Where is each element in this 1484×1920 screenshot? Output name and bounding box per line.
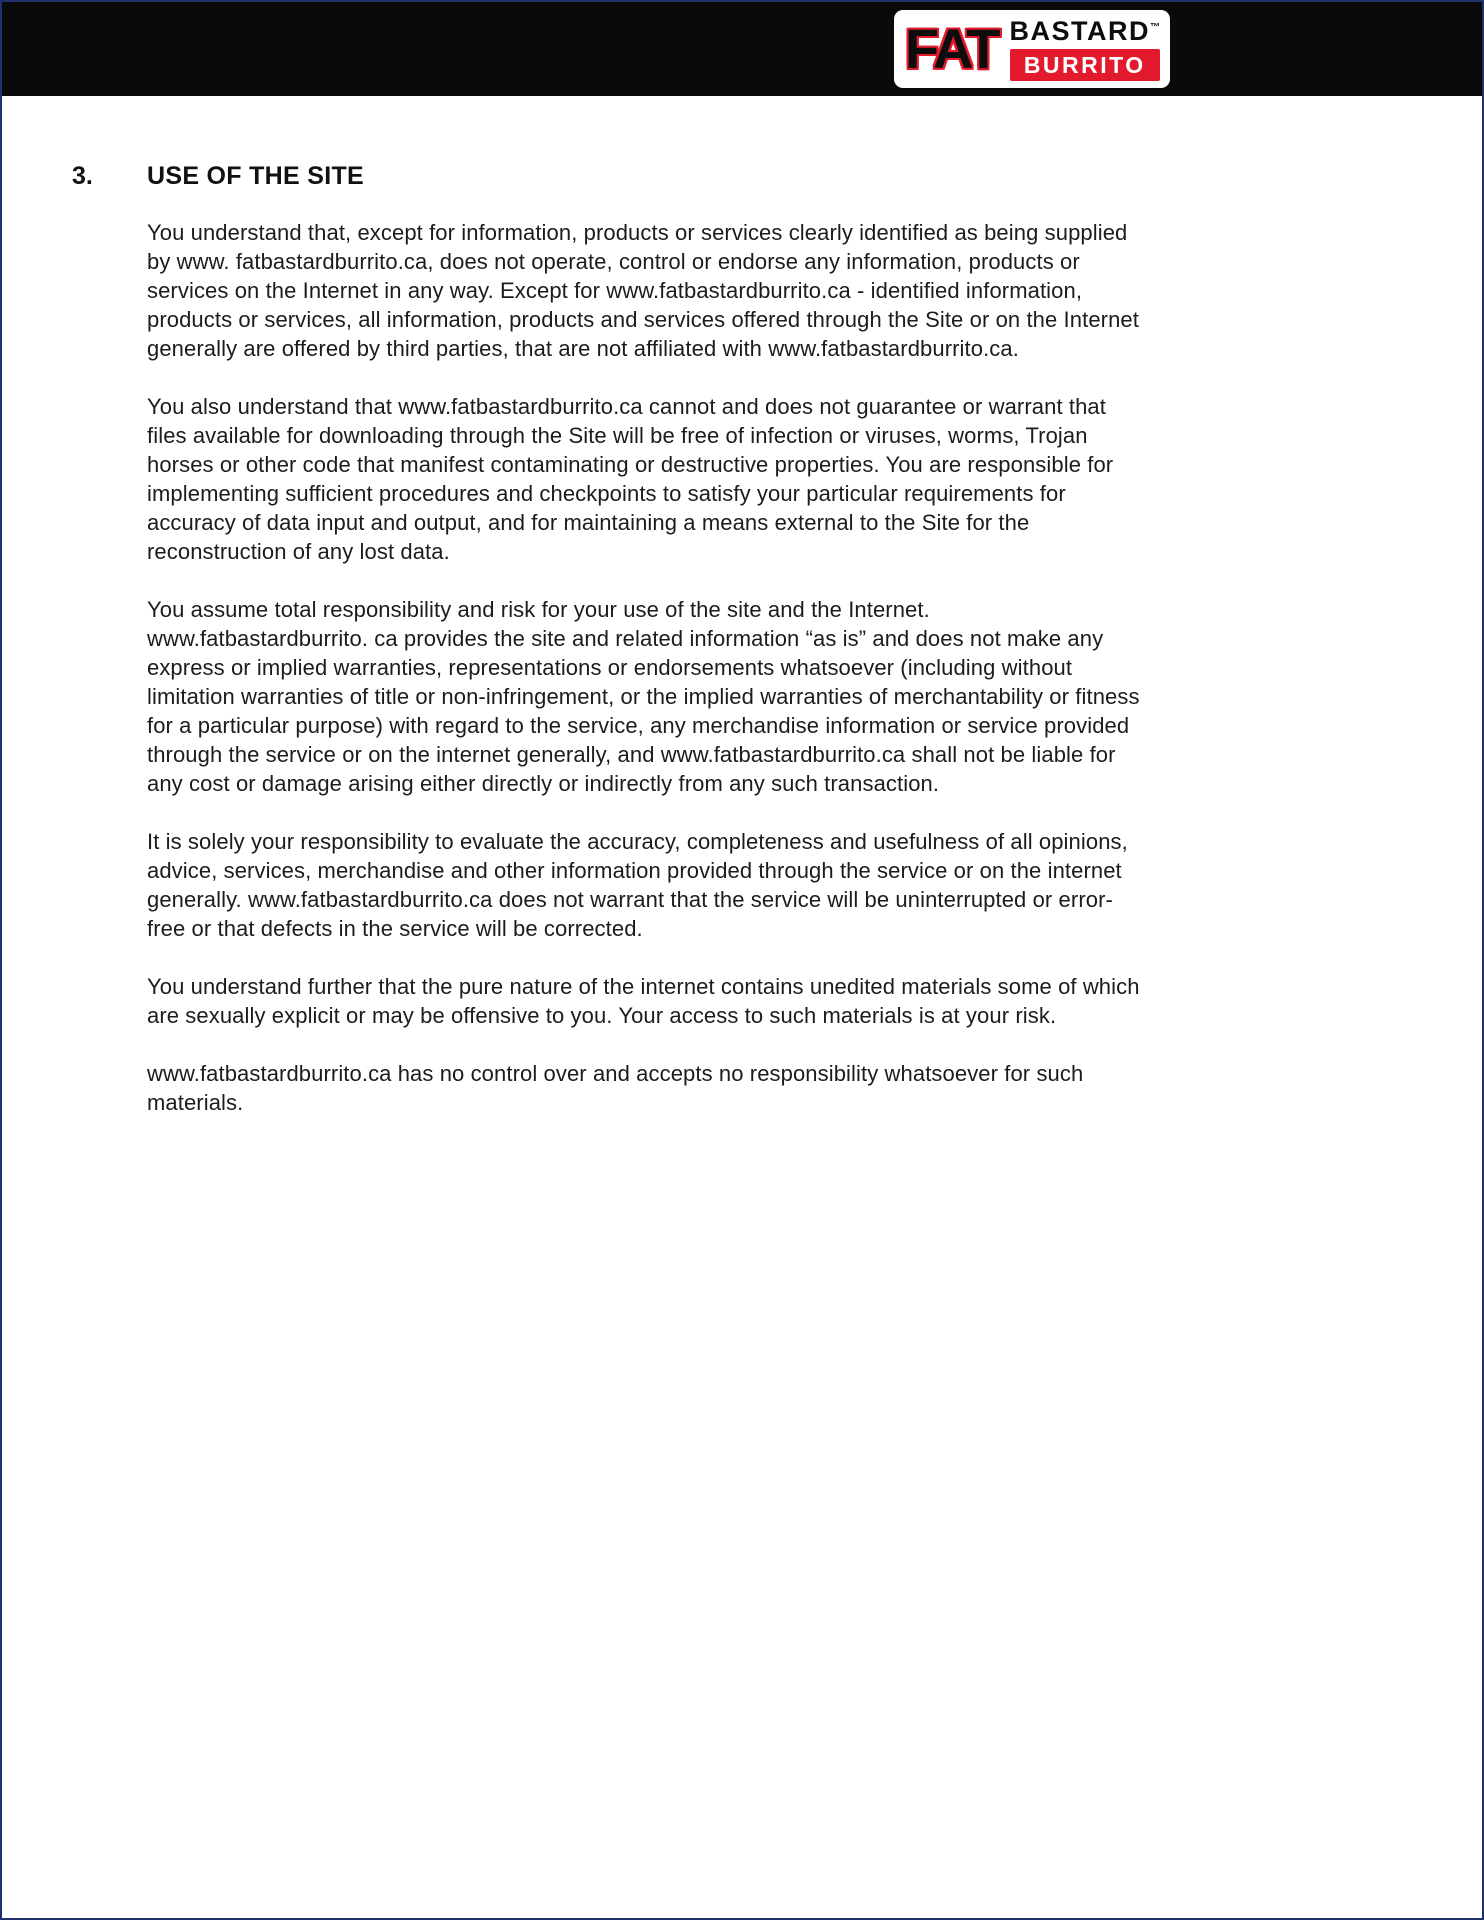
logo-word-fat: FAT	[904, 17, 998, 80]
section-number: 3.	[72, 162, 93, 190]
fat-bastard-burrito-logo	[894, 10, 1170, 88]
paragraph-5: You understand further that the pure nature of the internet contains unedited materials some of which are sexually explicit or may be offensive to you. Your access to such materials is at your risk.	[147, 974, 1140, 1028]
document-body	[2, 96, 1482, 1217]
section-title: USE OF THE SITE	[147, 162, 365, 190]
paragraph-2: You also understand that www.fatbastardburrito.ca cannot and does not guarantee or warrant that files available for downloading through the Site will be free of infection or viruses, worms, Trojan horses or other code that manifest contaminating or destructive properties. You are responsible for implementing sufficient procedures and checkpoints to satisfy your particular requirements for accuracy of data input and output, and for maintaining a means external to the Site for the reconstruction of any lost data.	[147, 394, 1114, 564]
section-paragraphs	[147, 218, 1147, 1117]
paragraph-3: You assume total responsibility and risk for your use of the site and the Internet. www.fatbastardburrito. ca provides the site and related information “as is” and does not make any express or implied warranties, representations or endorsements whatsoever (including without limitation warranties of title or non-infringement, or the implied warranties of merchantability or fitness for a particular purpose) with regard to the service, any merchandise information or service provided through the service or on the internet generally, and www.fatbastardburrito.ca shall not be liable for any cost or damage arising either directly or indirectly from any such transaction.	[147, 597, 1140, 796]
paragraph-1: You understand that, except for information, products or services clearly identified as being supplied by www. fatbastardburrito.ca, does not operate, control or endorse any information, products or services on the Internet in any way. Except for www.fatbastardburrito.ca - identified information, products or services, all information, products and services offered through the Site or on the Internet generally are offered by third parties, that are not affiliated with www.fatbastardburrito.ca.	[147, 220, 1139, 361]
logo-word-burrito: BURRITO	[1010, 49, 1161, 81]
section-heading	[72, 162, 1382, 191]
header-bar	[2, 2, 1482, 96]
trademark-symbol: ™	[1150, 21, 1160, 33]
logo-word-stack	[1009, 15, 1161, 81]
logo-word-bastard: BASTARD™	[1009, 15, 1160, 46]
paragraph-4: It is solely your responsibility to evaluate the accuracy, completeness and usefulness of all opinions, advice, services, merchandise and other information provided through the service or on the internet generally. www.fatbastardburrito.ca does not warrant that the service will be uninterrupted or error-free or that defects in the service will be corrected.	[147, 829, 1128, 941]
paragraph-6: www.fatbastardburrito.ca has no control over and accepts no responsibility whatsoever for such materials.	[147, 1061, 1084, 1115]
